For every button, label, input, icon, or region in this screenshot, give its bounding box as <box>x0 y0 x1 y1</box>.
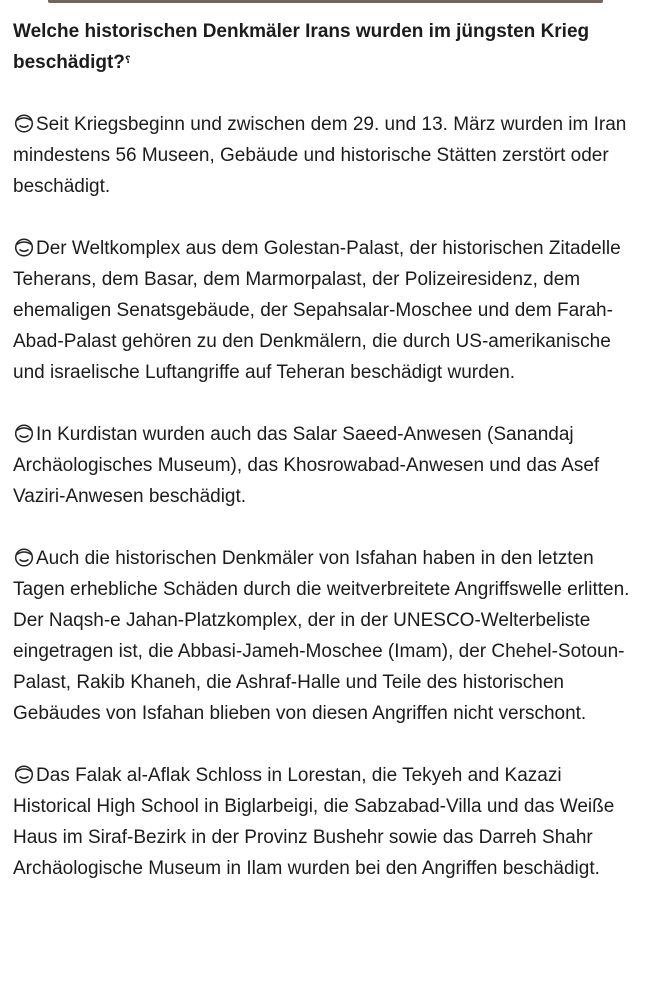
face-emoji-icon <box>13 547 35 567</box>
paragraph-5 <box>13 760 641 884</box>
paragraph-text: Das Falak al-Aflak Schloss in Lorestan, die Tekyeh and Kazazi Historical High School in Biglarbeigi, die Sabzabad-Villa und das Weiße Haus im Siraf-Bezirk in der Provinz Bushehr sowie das Darreh Shahr Archäologische Museum in Ilam wurden bei den Angriffen beschädigt. <box>13 765 615 879</box>
article-title <box>13 16 641 78</box>
paragraph-text: Seit Kriegsbeginn und zwischen dem 29. und 13. März wurden im Iran mindestens 56 Museen, Gebäude und historische Stätten zerstört oder beschädigt. <box>13 114 627 197</box>
title-question-mark: ؟ <box>124 55 131 66</box>
paragraph-text: In Kurdistan wurden auch das Salar Saeed-Anwesen (Sanandaj Archäologisches Museum), das Khosrowabad-Anwesen und das Asef Vaziri-Anwesen beschädigt. <box>13 424 600 507</box>
face-emoji-icon <box>13 237 35 257</box>
top-divider <box>48 0 603 3</box>
paragraph-text: Auch die historischen Denkmäler von Isfahan haben in den letzten Tagen erhebliche Schäden durch die weitverbreitete Angriffswelle erlitten. Der Naqsh-e Jahan-Platzkomplex, der in der UNESCO-Welterbeliste eingetragen ist, die Abbasi-Jameh-Moschee (Imam), der Chehel-Sotoun-Palast, Rakib Khaneh, die Ashraf-Halle und Teile des historischen Gebäudes von Isfahan blieben von diesen Angriffen nicht verschont. <box>13 548 630 724</box>
paragraph-text: Der Weltkomplex aus dem Golestan-Palast, der historischen Zitadelle Teherans, dem Basar, dem Marmorpalast, der Polizeiresidenz, dem ehemaligen Senatsgebäude, der Sepahsalar-Moschee und dem Farah-Abad-Palast gehören zu den Denkmälern, die durch US-amerikanische und israelische Luftangriffe auf Teheran beschädigt wurden. <box>13 238 621 383</box>
paragraph-1 <box>13 109 641 202</box>
paragraph-4 <box>13 543 641 729</box>
paragraph-3 <box>13 419 641 512</box>
article-title-text: Welche historischen Denkmäler Irans wurden im jüngsten Krieg beschädigt? <box>13 21 590 73</box>
face-emoji-icon <box>13 764 35 784</box>
face-emoji-icon <box>13 113 35 133</box>
face-emoji-icon <box>13 423 35 443</box>
paragraph-2 <box>13 233 641 388</box>
article-body <box>13 16 641 915</box>
